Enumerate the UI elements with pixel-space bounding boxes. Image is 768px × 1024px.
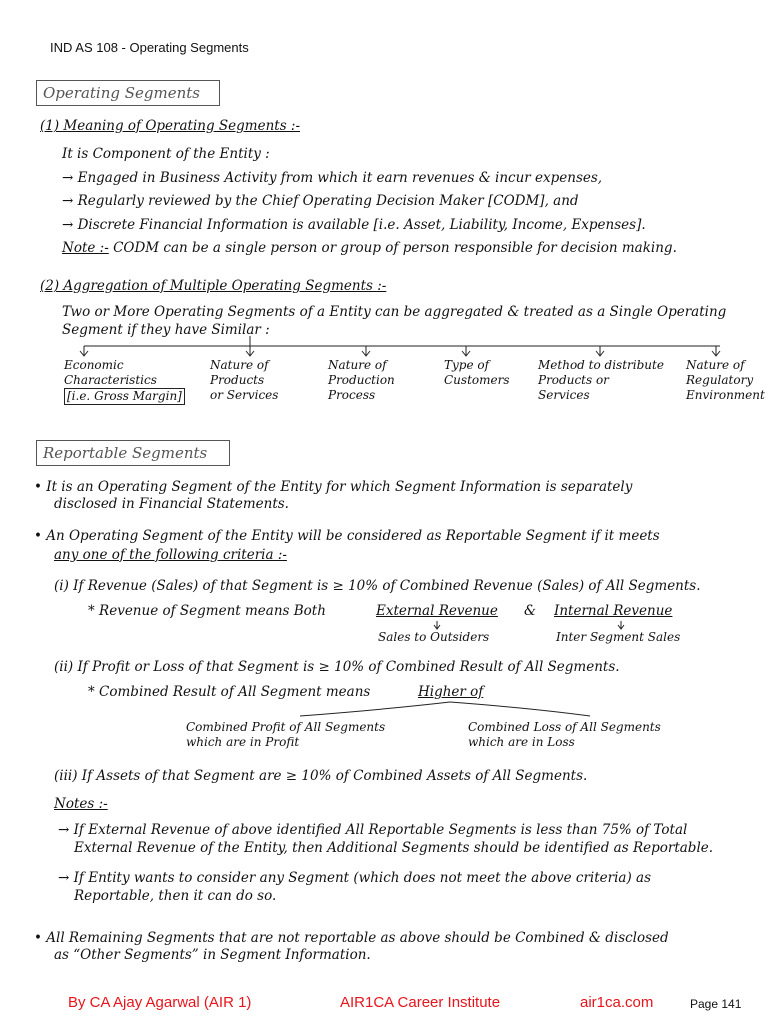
category-distribution: Method to distribute Products or Services: [538, 358, 664, 402]
footer-institute: AIR1CA Career Institute: [340, 994, 501, 1011]
footer-website[interactable]: air1ca.com: [580, 994, 654, 1011]
point-2: → Regularly reviewed by the Chief Operating Decision Maker [CODM], and: [62, 193, 579, 209]
internal-revenue: Internal Revenue: [554, 603, 673, 619]
section-title-operating-segments: Operating Segments: [36, 80, 220, 106]
bullet-3-line-2: as “Other Segments” in Segment Information.: [54, 947, 371, 963]
aggregation-line-1: Two or More Operating Segments of a Entity can be aggregated & treated as a Single Operating: [62, 304, 727, 320]
intro-text: It is Component of the Entity :: [62, 146, 270, 162]
aggregation-line-2: Segment if they have Similar :: [62, 322, 270, 338]
internal-revenue-desc: Inter Segment Sales: [556, 630, 681, 644]
category-economic: Economic Characteristics [i.e. Gross Margin]: [64, 358, 185, 405]
external-revenue: External Revenue: [376, 603, 498, 619]
criteria-1-sub: * Revenue of Segment means Both: [88, 603, 326, 619]
point-3: → Discrete Financial Information is available [i.e. Asset, Liability, Income, Expenses].: [62, 217, 646, 233]
note-2-line-2: Reportable, then it can do so.: [74, 888, 277, 904]
heading-meaning: (1) Meaning of Operating Segments :-: [40, 118, 301, 134]
note-text: CODM can be a single person or group of person responsible for decision making.: [113, 240, 677, 256]
note-label: Note :-: [62, 240, 109, 256]
criteria-3: (iii) If Assets of that Segment are ≥ 10% of Combined Assets of All Segments.: [54, 768, 588, 784]
page-number: Page 141: [690, 997, 742, 1011]
criteria-1: (i) If Revenue (Sales) of that Segment is ≥ 10% of Combined Revenue (Sales) of All Segments.: [54, 578, 701, 594]
bullet-2-line-1: • An Operating Segment of the Entity will be considered as Reportable Segment if it meets: [34, 528, 660, 544]
notes-label: Notes :-: [54, 796, 108, 812]
note-1-line-1: → If External Revenue of above identified All Reportable Segments is less than 75% of Total: [58, 822, 688, 838]
point-1: → Engaged in Business Activity from which it earn revenues & incur expenses,: [62, 170, 603, 186]
external-revenue-desc: Sales to Outsiders: [378, 630, 490, 644]
footer-author: By CA Ajay Agarwal (AIR 1): [68, 994, 252, 1011]
criteria-2-sub: * Combined Result of All Segment means: [88, 684, 371, 700]
bullet-3-line-1: • All Remaining Segments that are not reportable as above should be Combined & disclosed: [34, 930, 669, 946]
section-title-reportable-segments: Reportable Segments: [36, 440, 230, 466]
category-customers: Type of Customers: [444, 358, 510, 387]
bullet-1-line-1: • It is an Operating Segment of the Entity for which Segment Information is separately: [34, 479, 633, 495]
combined-profit: Combined Profit of All Segments which are in Profit: [186, 720, 386, 749]
criteria-2: (ii) If Profit or Loss of that Segment is ≥ 10% of Combined Result of All Segments.: [54, 659, 620, 675]
higher-of: Higher of: [418, 684, 484, 700]
heading-aggregation: (2) Aggregation of Multiple Operating Segments :-: [40, 278, 387, 294]
bullet-2-line-2: any one of the following criteria :-: [54, 547, 287, 563]
page-header-title: IND AS 108 - Operating Segments: [50, 40, 249, 55]
category-regulatory: Nature of Regulatory Environment: [686, 358, 765, 402]
note-1-line-2: External Revenue of the Entity, then Additional Segments should be identified as Reportable.: [74, 840, 714, 856]
ampersand: &: [524, 603, 537, 619]
combined-loss: Combined Loss of All Segments which are in Loss: [468, 720, 661, 749]
category-products: Nature of Products or Services: [210, 358, 279, 402]
note-2-line-1: → If Entity wants to consider any Segment (which does not meet the above criteria) as: [58, 870, 652, 886]
category-production: Nature of Production Process: [328, 358, 395, 402]
bullet-1-line-2: disclosed in Financial Statements.: [54, 496, 289, 512]
